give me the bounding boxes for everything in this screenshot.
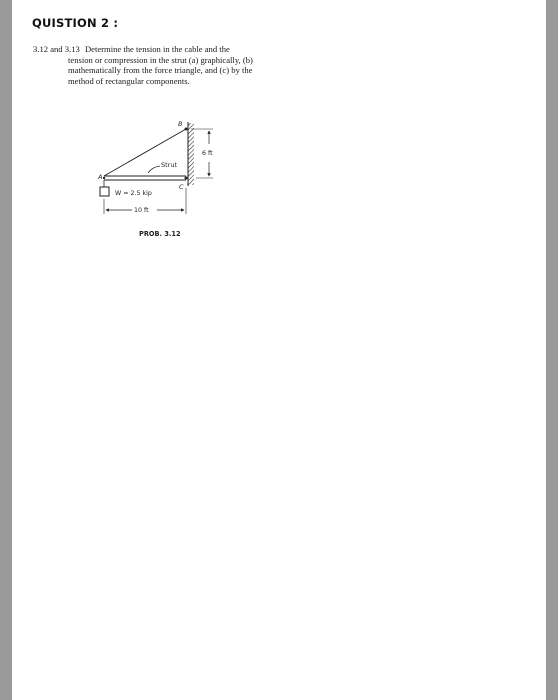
pin-b (185, 128, 188, 131)
problem-line-4: method of rectangular components. (68, 75, 190, 86)
problem-number: 3.12 and 3.13 (33, 44, 80, 54)
label-a: A (98, 173, 103, 181)
label-b: B (178, 120, 183, 128)
problem-text-1: Determine the tension in the cable and the (84, 44, 230, 54)
dim-10ft-label: 10 ft (134, 207, 149, 214)
pin-a (103, 177, 105, 179)
problem-line-2: tension or compression in the strut (a) graphically, (b) (68, 54, 253, 65)
wall-support (188, 123, 194, 185)
question-heading: QUISTION 2 : (32, 16, 119, 30)
strut-leader (148, 166, 160, 173)
figure-caption: PROB. 3.12 (139, 230, 181, 238)
strut-label: Strut (161, 161, 178, 169)
dim-6ft-label: 6 ft (202, 150, 213, 157)
weight-box (100, 187, 109, 196)
label-c: C (179, 183, 184, 191)
pin-c (185, 177, 188, 180)
problem-line-3: mathematically from the force triangle, and (c) by the (68, 65, 253, 76)
weight-label: W = 2.5 kip (115, 190, 152, 197)
problem-figure (12, 0, 546, 700)
document-page (12, 0, 546, 700)
